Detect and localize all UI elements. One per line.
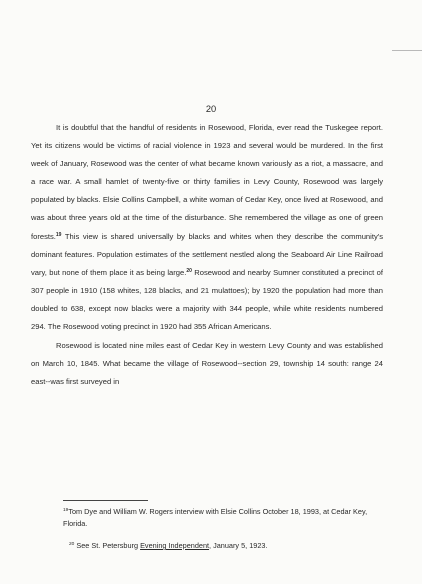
footnote-20-text-a: See St. Petersburg (74, 541, 141, 550)
footnote-ref-20: 20 (186, 267, 192, 274)
footnote-20-marker: 20 (69, 542, 75, 547)
paragraph-2: Rosewood is located nine miles east of Cedar Key in western Levy County and was established on March 10, 1845. What became the village of Rosewood--section 29, township 14 south: range 24 east--was first surveyed in (31, 341, 383, 387)
footnote-19-marker: 19 (63, 508, 69, 513)
paragraph-1 (31, 119, 383, 336)
page-number: 20 (205, 104, 217, 114)
footnote-20-text-b: , January 5, 1923. (209, 541, 268, 550)
footnote-ref-19: 19 (55, 231, 62, 238)
paragraph-1-text-b: This view is shared universally by blacks and whites when they describe the community's dominant features. Population estimates of the settlement nestled along the Seaboard Air Line Railroad vary, but none of them place it as being large. (31, 231, 383, 277)
paragraph-1-text-a: It is doubtful that the handful of residents in Rosewood, Florida, ever read the Tuskegee report. Yet its citizens would be victims of racial violence in 1923 and several would be murdered. In the first week of January, Rosewood was the center of what became known variously as a riot, a massacre, and a race war. A small hamlet of twenty-five or thirty families in Levy County, Rosewood was largely populated by blacks. Elsie Collins Campbell, a white woman of Cedar Key, once lived at Rosewood, and was about three years old at the time of the disturbance. She remembered the village as one of green forests. (31, 123, 383, 241)
paragraph-1-text-c: Rosewood and nearby Sumner constituted a precinct of 307 people in 1910 (158 whites, 128 blacks, and 21 mulattoes); by 1920 the population had more than doubled to 638, except now blacks were a majority with 344 people, while white residents numbered 294. The Rosewood voting precinct in 1920 had 355 African Americans. (31, 267, 383, 332)
body-text (31, 119, 383, 391)
footnote-19-text: Tom Dye and William W. Rogers interview with Elsie Collins October 18, 1993, at Cedar Key, Florida. (63, 507, 368, 528)
footnote-separator (63, 500, 148, 501)
footnote-20 (63, 540, 383, 552)
footnote-20-source-title: Evening Independent (140, 541, 210, 550)
footnotes (63, 506, 383, 552)
page-edge-mark (392, 50, 422, 51)
footnote-19 (63, 506, 383, 529)
